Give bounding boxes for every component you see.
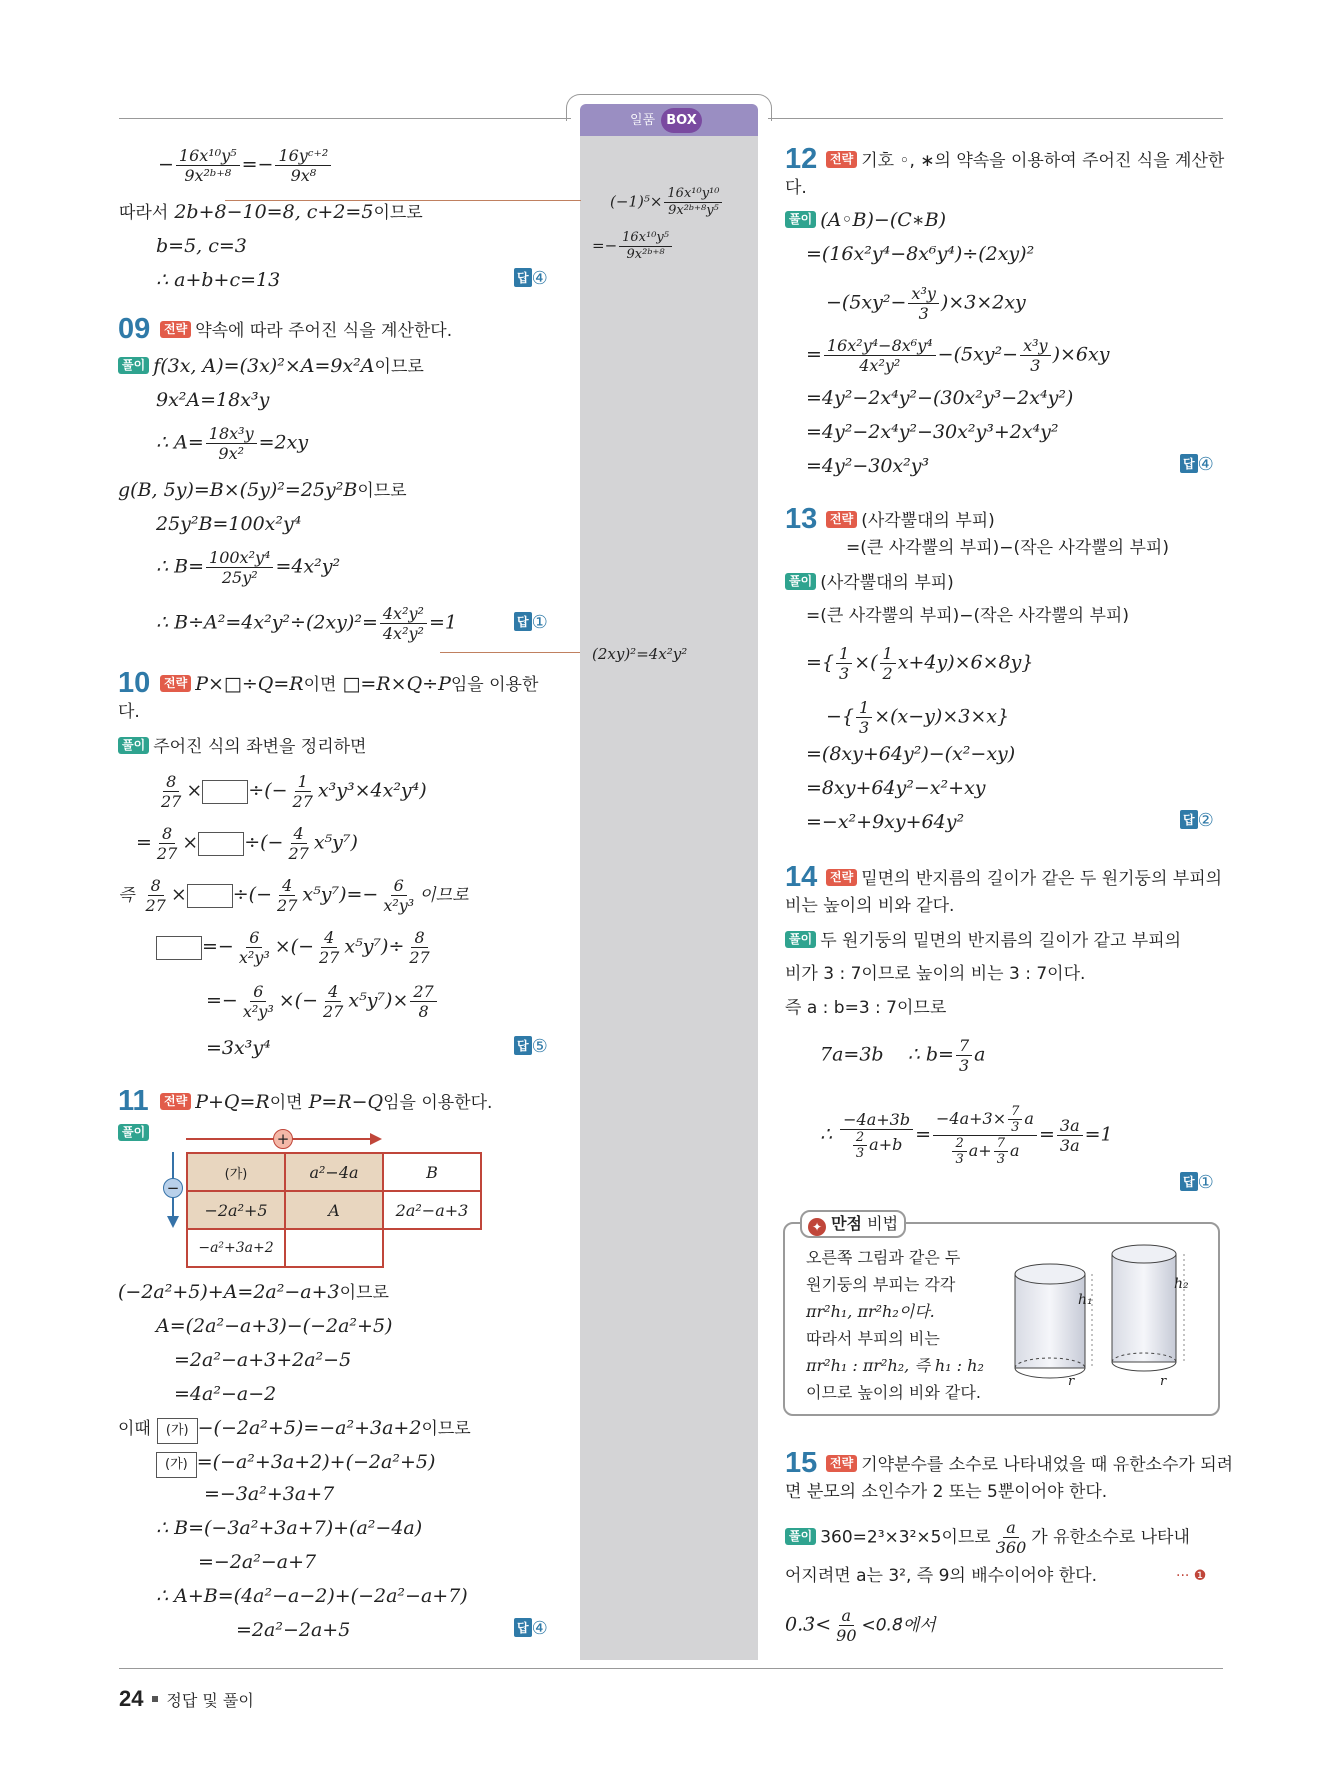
cylinders-figure <box>1010 1240 1210 1380</box>
q15-line-3: 0.3̇< $\frac{a}{90}$ <0.8̇에서 <box>785 1606 936 1645</box>
q09-line-3: ∴ A= $\frac{\text{18x³y}}{\text{9x²}}$ =2xy <box>156 424 309 463</box>
q13-answer: 답 ② <box>1180 810 1214 831</box>
tall-cylinder <box>1112 1245 1184 1371</box>
plus-circle-icon: + <box>273 1129 293 1149</box>
q10-answer: 답 ⑤ <box>514 1036 548 1057</box>
sidebox-line-2: =− $\frac{\text{16x¹⁰y⁵}}{\text{9x²ᵇ⁺⁸}}$ <box>592 230 674 263</box>
footer-rule <box>119 1668 1223 1669</box>
q13-line-6: =8xy+64y²−x²+xy <box>806 777 986 799</box>
tip-text-1: 오른쪽 그림과 같은 두 <box>806 1248 961 1267</box>
page-number: 24 <box>119 1686 144 1711</box>
q10-eq-5: =− $\frac{6}{\text{x²y³}}$ ×(− $\frac{4}{27}$ x⁵y⁷)× $\frac{27}{8}$ <box>206 982 439 1021</box>
connector-line-2 <box>440 652 580 653</box>
q12-line-5: =4y²−2x⁴y²−(30x²y³−2x⁴y²) <box>806 387 1074 409</box>
grid-cell: −a²+3a+2 <box>187 1229 285 1267</box>
q11-line-4: =4a²−a−2 <box>174 1383 277 1405</box>
q12-strategy: 전략 기호 ◦, ∗의 약속을 이용하여 주어진 식을 계산한 <box>826 148 1224 173</box>
q15-line-1: 풀이 360=2³×3²×5이므로 $\frac{a}{360}$ 가 유한소수로 나타내 <box>785 1518 1190 1557</box>
blank-box <box>156 936 202 960</box>
top-rule-left <box>119 118 571 119</box>
q13-strategy-2: =(큰 사각뿔의 부피)−(작은 사각뿔의 부피) <box>846 538 1169 558</box>
grid-cell: (가) <box>187 1153 285 1191</box>
q09-strategy: 전략 약속에 따라 주어진 식을 계산한다. <box>160 318 452 343</box>
grid-cell: A <box>285 1191 383 1229</box>
q08-answer: 답 ④ <box>514 268 548 289</box>
q15-strategy-2: 면 분모의 소인수가 2 또는 5뿐이어야 한다. <box>785 1482 1108 1502</box>
q10-strategy: 전략 P×□÷Q=R이면 □=R×Q÷P임을 이용한 <box>160 672 538 697</box>
q15-line-2: 어지려면 a는 3², 즉 9의 배수이어야 한다. <box>785 1566 1098 1586</box>
q11-line-6: (가) =(−a²+3a+2)+(−2a²+5) <box>156 1450 435 1478</box>
cyl-h1-label: h₁ <box>1078 1292 1093 1308</box>
grid-cell-empty <box>383 1229 481 1267</box>
q14-line-5: ∴ −4a+3b $\frac{2}{3}$ a+b = −4a+3× $\frac{7}{3}$ a $\frac{2}{3}$ a+ $\frac{7}{3}$ a = $\frac{3a}{3a}$ =1 <box>820 1104 1113 1167</box>
tip-text-4: 따라서 부피의 비는 <box>806 1329 940 1348</box>
q13-line-1: 풀이 (사각뿔대의 부피) <box>785 570 954 595</box>
q14-answer: 답 ① <box>1180 1172 1214 1193</box>
q09-number: 09 <box>118 313 151 345</box>
q09-answer: 답 ① <box>514 612 548 633</box>
blank-box <box>187 884 233 908</box>
footer-label: 정답 및 풀이 <box>166 1691 254 1710</box>
sidebox-line-1: (−1)⁵× $\frac{\text{16x¹⁰y¹⁰}}{\text{9x²ᵇ⁺⁸y⁵}}$ <box>610 186 724 219</box>
q14-line-3: 즉 a : b=3 : 7이므로 <box>785 998 947 1018</box>
q10-number: 10 <box>118 667 151 699</box>
tip-text-3: πr²h₁, πr²h₂이다. <box>806 1302 935 1321</box>
blank-box <box>202 780 248 804</box>
q09-line-1: 풀이 f(3x, A)=(3x)²×A=9x²A이므로 <box>118 354 424 379</box>
grid-cell: a²−4a <box>285 1153 383 1191</box>
q14-strategy: 전략 밑면의 반지름의 길이가 같은 두 원기둥의 부피의 <box>826 866 1222 891</box>
tip-text-6: 이므로 높이의 비와 같다. <box>806 1383 981 1402</box>
grid-cell <box>285 1229 383 1267</box>
q12-answer: 답 ④ <box>1180 454 1214 475</box>
q08-line-1: − $\frac{\text{16x¹⁰y⁵}}{\text{9x²ᵇ⁺⁸}}$ =− $\frac{\text{16yᶜ⁺²}}{\text{9x⁸}}$ <box>158 146 333 185</box>
short-cylinder <box>1015 1264 1092 1378</box>
q09-line-6: ∴ B= $\frac{\text{100x²y⁴}}{\text{25y²}}$ =4x²y² <box>156 548 341 587</box>
minus-circle-icon: − <box>163 1178 183 1198</box>
q11-line-1: (−2a²+5)+A=2a²−a+3이므로 <box>118 1281 389 1303</box>
q11-answer: 답 ④ <box>514 1618 548 1639</box>
q09-line-2: 9x²A=18x³y <box>156 389 270 411</box>
minus-arrow-head <box>167 1216 179 1228</box>
q12-line-3: −(5xy²− $\frac{\text{x³y}}{3}$ )×3×2xy <box>826 284 1026 323</box>
q11-line-3: =2a²−a+3+2a²−5 <box>174 1349 352 1371</box>
q10-strategy-end: 다. <box>118 702 140 722</box>
footer <box>119 1686 254 1712</box>
q13-line-3: ={ $\frac{1}{3}$ ×( $\frac{1}{2}$ x+4y)×6×8y} <box>806 644 1034 683</box>
q13-line-7: =−x²+9xy+64y² <box>806 811 965 833</box>
q14-number: 14 <box>785 861 818 893</box>
q11-line-7: =−3a²+3a+7 <box>204 1483 335 1505</box>
q11-line-10: ∴ A+B=(4a²−a−2)+(−2a²−a+7) <box>156 1585 468 1607</box>
q09-line-5: 25y²B=100x²y⁴ <box>156 513 302 535</box>
q14-line-2: 비가 3 : 7이므로 높이의 비는 3 : 7이다. <box>785 964 1086 984</box>
blank-box <box>198 832 244 856</box>
q08-line-2: 따라서 2b+8−10=8, c+2=5이므로 <box>119 201 423 223</box>
q15-strategy: 전략 기약분수를 소수로 나타내었을 때 유한소수가 되려 <box>826 1452 1233 1477</box>
q10-sol: 풀이 주어진 식의 좌변을 정리하면 <box>118 734 366 759</box>
side-box-title: 일품 BOX <box>630 108 702 133</box>
bulb-icon: ✦ <box>808 1218 826 1236</box>
q09-line-7: ∴ B÷A²=4x²y²÷(2xy)²= $\frac{\text{4x²y²}}{\text{4x²y²}}$ =1 <box>156 604 457 643</box>
q12-line-1: 풀이 (A◦B)−(C∗B) <box>785 208 946 232</box>
q11-sol-tag: 풀이 <box>118 1124 153 1143</box>
grid-cell: B <box>383 1153 481 1191</box>
q12-line-4: = $\frac{\text{16x²y⁴−8x⁶y⁴}}{\text{4x²y²}}$ −(5xy²− $\frac{\text{x³y}}{3}$ )×6xy <box>806 336 1110 375</box>
q08-line-4: ∴ a+b+c=13 <box>156 269 281 291</box>
cyl-h2-label: h₂ <box>1174 1276 1189 1292</box>
q14-line-4: 7a=3b ∴ b= $\frac{7}{3}$ a <box>820 1036 986 1075</box>
q15-number: 15 <box>785 1447 818 1479</box>
q11-line-9: =−2a²−a+7 <box>198 1551 317 1573</box>
q11-line-2: A=(2a²−a+3)−(−2a²+5) <box>156 1315 393 1337</box>
q13-line-4: −{ $\frac{1}{3}$ ×(x−y)×3×x} <box>826 698 1010 737</box>
q11-grid <box>186 1152 482 1268</box>
q14-line-1: 풀이 두 원기둥의 밑면의 반지름의 길이가 같고 부피의 <box>785 928 1181 953</box>
cyl-r-label-1: r <box>1068 1374 1075 1389</box>
q12-strategy-end: 다. <box>785 178 807 198</box>
grid-cell: 2a²−a+3 <box>383 1191 481 1229</box>
q13-number: 13 <box>785 503 818 535</box>
q12-line-2: =(16x²y⁴−8x⁶y⁴)÷(2xy)² <box>806 243 1035 265</box>
q14-strategy-2: 비는 높이의 비와 같다. <box>785 896 955 916</box>
tip-title: ✦ 만점 비법 <box>800 1210 906 1238</box>
tip-text-2: 원기둥의 부피는 각각 <box>806 1275 956 1294</box>
q11-line-5: 이때 (가) −(−2a²+5)=−a²+3a+2이므로 <box>118 1416 471 1444</box>
tip-text-5: πr²h₁ : πr²h₂, 즉 h₁ : h₂ <box>806 1356 984 1375</box>
q12-line-6: =4y²−2x⁴y²−30x²y³+2x⁴y² <box>806 421 1059 443</box>
sidebox-line-3: (2xy)²=4x²y² <box>592 645 688 663</box>
q11-line-8: ∴ B=(−3a²+3a+7)+(a²−4a) <box>156 1517 423 1539</box>
box-circle-label: BOX <box>661 108 702 133</box>
q12-line-7: =4y²−30x²y³ <box>806 455 930 477</box>
q11-number: 11 <box>118 1085 149 1117</box>
q10-eq-3: 즉 $\frac{8}{27}$ × ÷(− $\frac{4}{27}$ x⁵y⁷)=− $\frac{6}{\text{x²y³}}$ 이므로 <box>118 876 469 915</box>
cyl-r-label-2: r <box>1160 1374 1167 1389</box>
plus-arrow-head <box>370 1133 382 1145</box>
q10-eq-1: $\frac{8}{27}$ × ÷(− $\frac{1}{27}$ x³y³×4x²y⁴) <box>161 772 427 811</box>
q11-strategy: 전략 P+Q=R이면 P=R−Q임을 이용한다. <box>160 1090 492 1115</box>
q09-line-4: g(B, 5y)=B×(5y)²=25y²B이므로 <box>118 479 407 501</box>
q13-line-5: =(8xy+64y²)−(x²−xy) <box>806 743 1016 765</box>
q08-line-3: b=5, c=3 <box>156 235 247 257</box>
top-rule-right <box>768 118 1223 119</box>
q11-line-11: =2a²−2a+5 <box>236 1619 351 1641</box>
q15-mark: ··· ❶ <box>1176 1568 1207 1584</box>
q10-eq-2: = $\frac{8}{27}$ × ÷(− $\frac{4}{27}$ x⁵y⁷) <box>136 824 358 863</box>
q10-eq-6: =3x³y⁴ <box>206 1037 271 1059</box>
q12-number: 12 <box>785 143 818 175</box>
q10-eq-4: =− $\frac{6}{\text{x²y³}}$ ×(− $\frac{4}{27}$ x⁵y⁷)÷ $\frac{8}{27}$ <box>156 928 435 967</box>
q13-strategy: 전략 (사각뿔대의 부피) <box>826 508 995 533</box>
side-box <box>580 120 758 1660</box>
q13-line-2: =(큰 사각뿔의 부피)−(작은 사각뿔의 부피) <box>806 606 1129 626</box>
grid-cell: −2a²+5 <box>187 1191 285 1229</box>
